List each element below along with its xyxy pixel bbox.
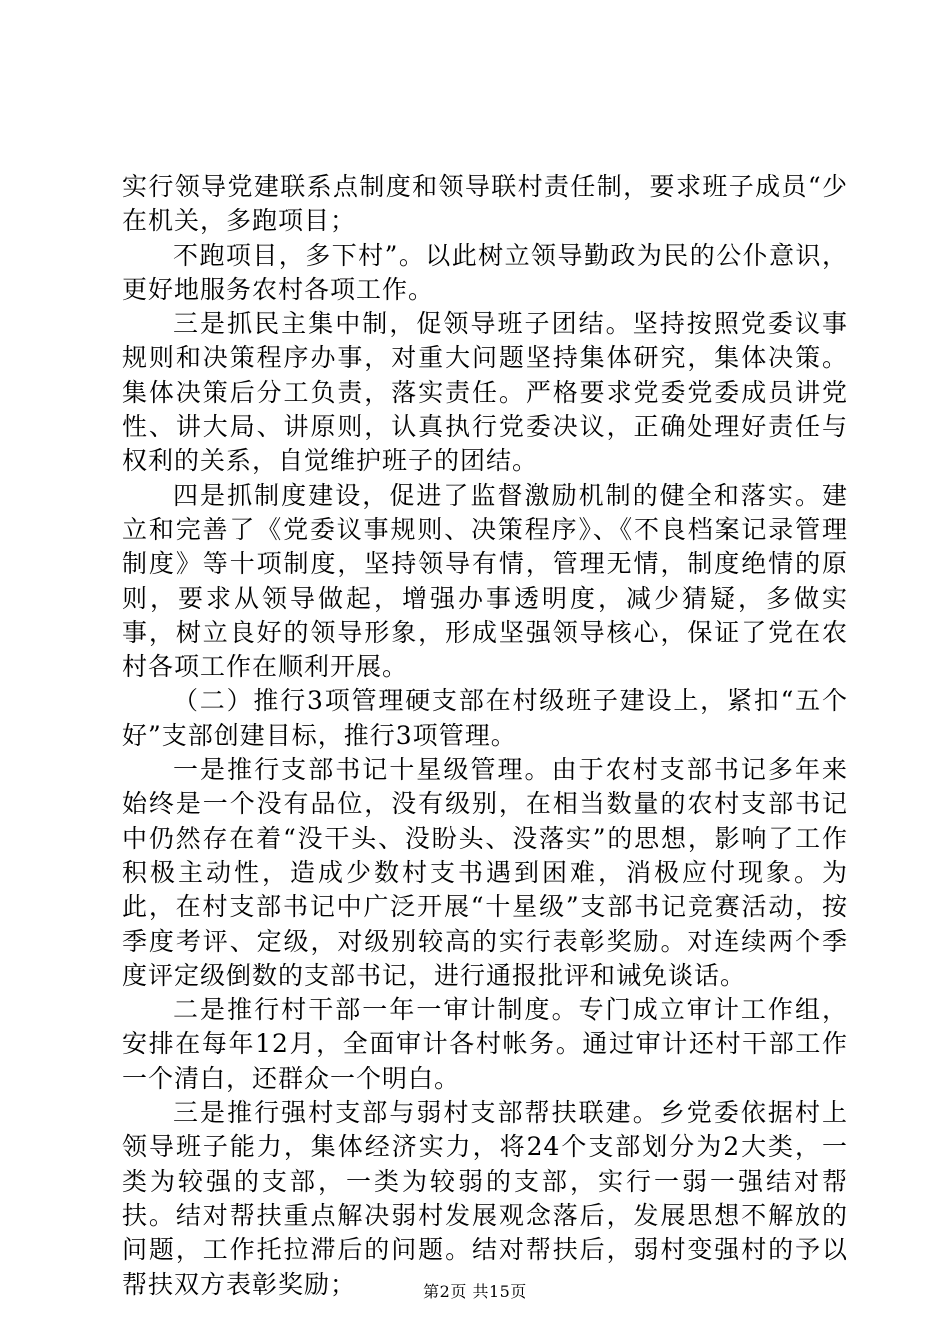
page-number-footer: 第2页 共15页 — [423, 1282, 527, 1301]
paragraph-2: 不跑项目，多下村”。以此树立领导勤政为民的公仆意识，更好地服务农村各项工作。 — [122, 240, 848, 304]
paragraph-1: 实行领导党建联系点制度和领导联村责任制，要求班子成员“少在机关，多跑项目； — [122, 172, 848, 236]
paragraph-6: 一是推行支部书记十星级管理。由于农村支部书记多年来始终是一个没有品位，没有级别，在相当数量的农村支部书记中仍然存在着“没干头、没盼头、没落实”的思想，影响了工作积极主动性，造成少数村支书遇到困难，消极应付现象。为此，在村支部书记中广泛开展“十星级”支部书记竞赛活动，按季度考评、定级，对级别较高的实行表彰奖励。对连续两个季度评定级倒数的支部书记，进行通报批评和诫免谈话。 — [122, 755, 848, 990]
paragraph-4: 四是抓制度建设，促进了监督激励机制的健全和落实。建立和完善了《党委议事规则、决策程序》、《不良档案记录管理制度》等十项制度，坚持领导有情，管理无情，制度绝情的原则，要求从领导做起，增强办事透明度，减少猜疑，多做实事，树立良好的领导形象，形成坚强领导核心，保证了党在农村各项工作在顺利开展。 — [122, 480, 848, 682]
paragraph-5: （二）推行3项管理硬支部在村级班子建设上，紧扣“五个好”支部创建目标，推行3项管理。 — [122, 686, 848, 750]
document-body — [122, 170, 848, 1302]
paragraph-3: 三是抓民主集中制，促领导班子团结。坚持按照党委议事规则和决策程序办事，对重大问题坚持集体研究，集体决策。集体决策后分工负责，落实责任。严格要求党委党委成员讲党性、讲大局、讲原则，认真执行党委决议，正确处理好责任与权利的关系，自觉维护班子的团结。 — [122, 309, 848, 476]
paragraph-7: 二是推行村干部一年一审计制度。专门成立审计工作组，安排在每年12月，全面审计各村帐务。通过审计还村干部工作一个清白，还群众一个明白。 — [122, 995, 848, 1093]
paragraph-8: 三是推行强村支部与弱村支部帮扶联建。乡党委依据村上领导班子能力，集体经济实力，将24个支部划分为2大类，一类为较强的支部，一类为较弱的支部，实行一弱一强结对帮扶。结对帮扶重点解决弱村发展观念落后，发展思想不解放的问题，工作托拉滞后的问题。结对帮扶后，弱村变强村的予以帮扶双方表彰奖励； — [122, 1098, 848, 1299]
